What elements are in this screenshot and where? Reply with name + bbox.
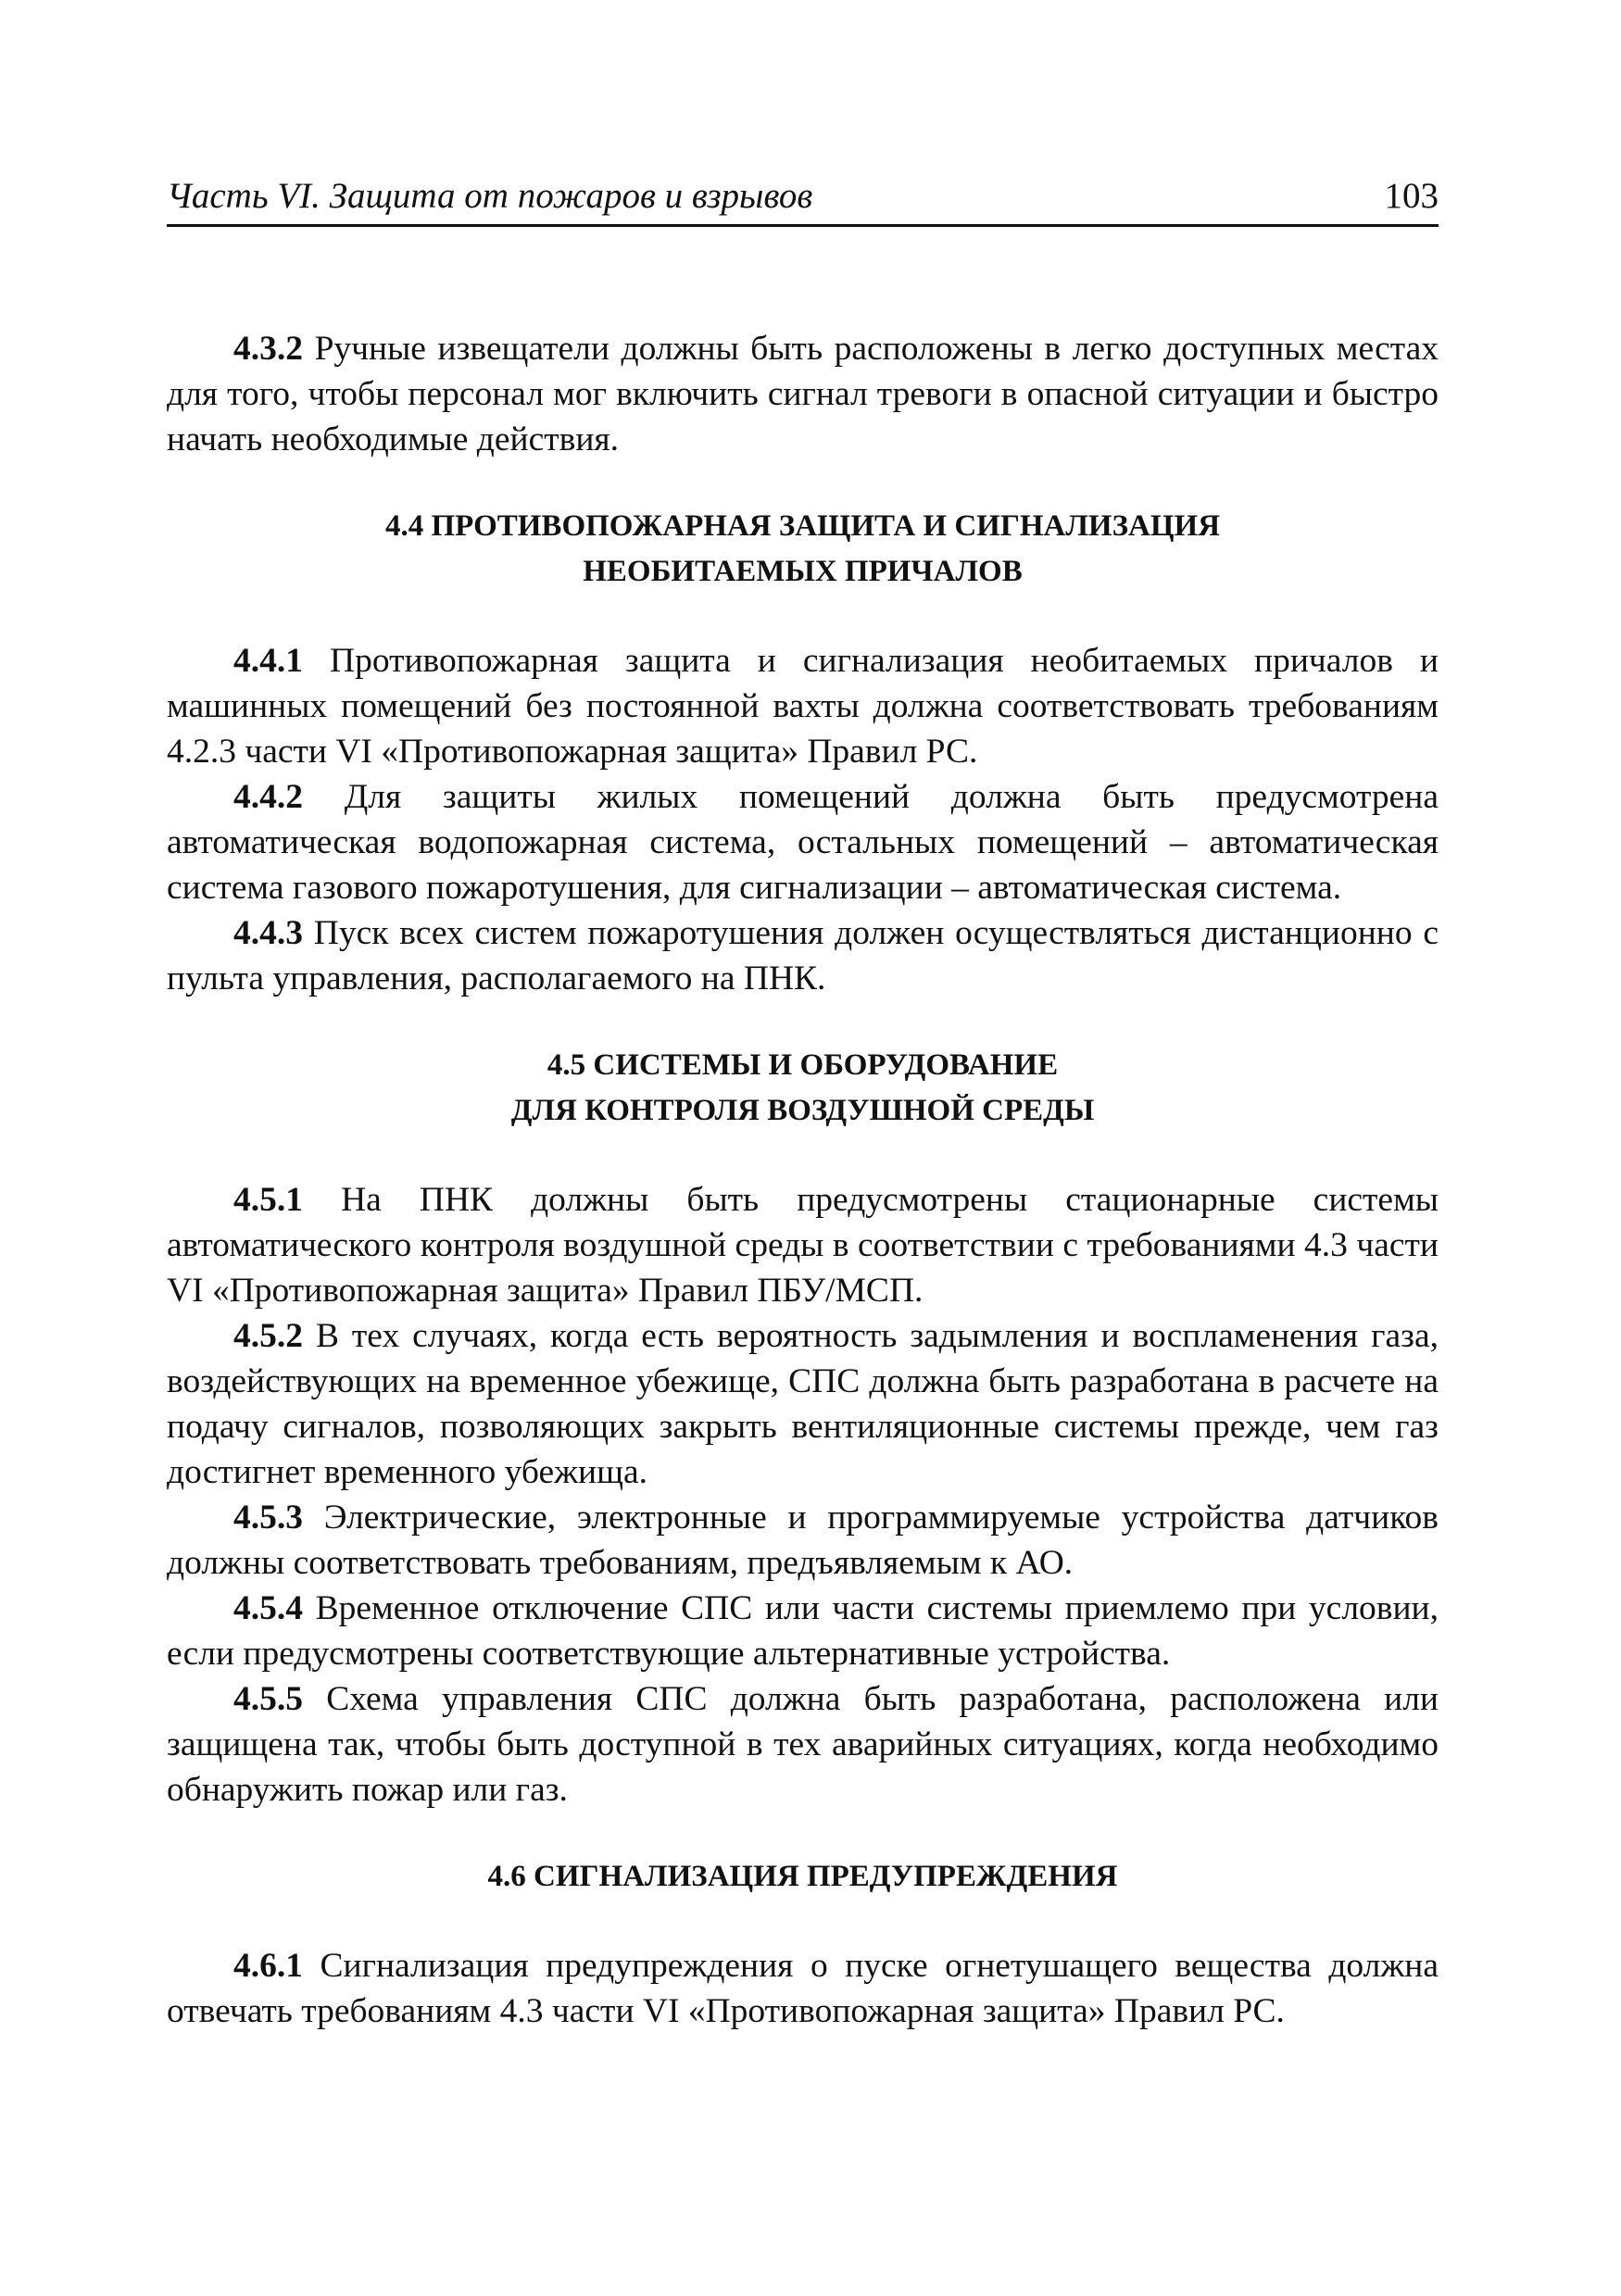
paragraph-4-5-3 bbox=[167, 1495, 1439, 1586]
section-heading-line: НЕОБИТАЕМЫХ ПРИЧАЛОВ bbox=[583, 555, 1023, 588]
clause-text: Пуск всех систем пожаротушения должен осуществляться дистанционно с пульта управления, располагаемого на ПНК. bbox=[167, 914, 1439, 997]
header-title: Часть VI. Защита от пожаров и взрывов bbox=[167, 176, 813, 216]
paragraph-4-4-2 bbox=[167, 774, 1439, 910]
paragraph-4-6-1 bbox=[167, 1943, 1439, 2034]
clause-text: На ПНК должны быть предусмотрены стационарные системы автоматического контроля воздушной среды в соответствии с требованиями 4.3 части VI «Противопожарная защита» Правил ПБУ/МСП. bbox=[167, 1181, 1439, 1310]
clause-text: Для защиты жилых помещений должна быть предусмотрена автоматическая водопожарная система, остальных помещений – автоматическая система газового пожаротушения, для сигнализации – автоматическая система. bbox=[167, 778, 1439, 907]
clause-number: 4.5.2 bbox=[233, 1317, 303, 1355]
section-heading-4-4 bbox=[167, 504, 1439, 595]
clause-number: 4.6.1 bbox=[233, 1947, 303, 1985]
running-header bbox=[167, 176, 1439, 227]
paragraph-4-3-2 bbox=[167, 326, 1439, 462]
page-number: 103 bbox=[1384, 176, 1439, 216]
clause-number: 4.3.2 bbox=[233, 330, 303, 368]
section-heading-line: ДЛЯ КОНТРОЛЯ ВОЗДУШНОЙ СРЕДЫ bbox=[510, 1094, 1095, 1127]
paragraph-4-5-4 bbox=[167, 1586, 1439, 1676]
paragraph-4-5-1 bbox=[167, 1177, 1439, 1313]
section-heading-line: 4.6 СИГНАЛИЗАЦИЯ ПРЕДУПРЕЖДЕНИЯ bbox=[487, 1860, 1118, 1893]
clause-text: Ручные извещатели должны быть расположены в легко доступных местах для того, чтобы персонал мог включить сигнал тревоги в опасной ситуации и быстро начать необходимые действия. bbox=[167, 330, 1439, 458]
section-heading-4-6 bbox=[167, 1854, 1439, 1900]
paragraph-4-4-3 bbox=[167, 910, 1439, 1001]
section-heading-line: 4.5 СИСТЕМЫ И ОБОРУДОВАНИЕ bbox=[547, 1048, 1059, 1082]
clause-number: 4.5.1 bbox=[233, 1181, 303, 1219]
clause-number: 4.5.4 bbox=[233, 1589, 303, 1627]
clause-number: 4.4.1 bbox=[233, 642, 303, 680]
clause-number: 4.4.2 bbox=[233, 778, 303, 816]
clause-text: В тех случаях, когда есть вероятность задымления и воспламенения газа, воздействующих на временное убежище, СПС должна быть разработана в расчете на подачу сигналов, позволяющих закрыть вентиляционные системы прежде, чем газ достигнет временного убежища. bbox=[167, 1317, 1439, 1491]
clause-text: Схема управления СПС должна быть разработана, расположена или защищена так, чтобы быть доступной в тех аварийных ситуациях, когда необходимо обнаружить пожар или газ. bbox=[167, 1680, 1439, 1809]
paragraph-4-4-1 bbox=[167, 638, 1439, 774]
section-heading-line: 4.4 ПРОТИВОПОЖАРНАЯ ЗАЩИТА И СИГНАЛИЗАЦИЯ bbox=[384, 509, 1221, 543]
page-content bbox=[167, 326, 1439, 2034]
clause-number: 4.5.5 bbox=[233, 1680, 303, 1718]
paragraph-4-5-5 bbox=[167, 1676, 1439, 1813]
clause-number: 4.4.3 bbox=[233, 914, 303, 952]
clause-number: 4.5.3 bbox=[233, 1499, 303, 1537]
section-heading-4-5 bbox=[167, 1043, 1439, 1134]
clause-text: Сигнализация предупреждения о пуске огнетушащего вещества должна отвечать требованиям 4.3 части VI «Противопожарная защита» Правил РС. bbox=[167, 1947, 1439, 2030]
clause-text: Противопожарная защита и сигнализация необитаемых причалов и машинных помещений без постоянной вахты должна соответствовать требованиям 4.2.3 части VI «Противопожарная защита» Правил РС. bbox=[167, 642, 1439, 771]
clause-text: Временное отключение СПС или части системы приемлемо при условии, если предусмотрены соответствующие альтернативные устройства. bbox=[167, 1589, 1439, 1673]
paragraph-4-5-2 bbox=[167, 1313, 1439, 1495]
clause-text: Электрические, электронные и программируемые устройства датчиков должны соответствовать требованиям, предъявляемым к АО. bbox=[167, 1499, 1439, 1582]
